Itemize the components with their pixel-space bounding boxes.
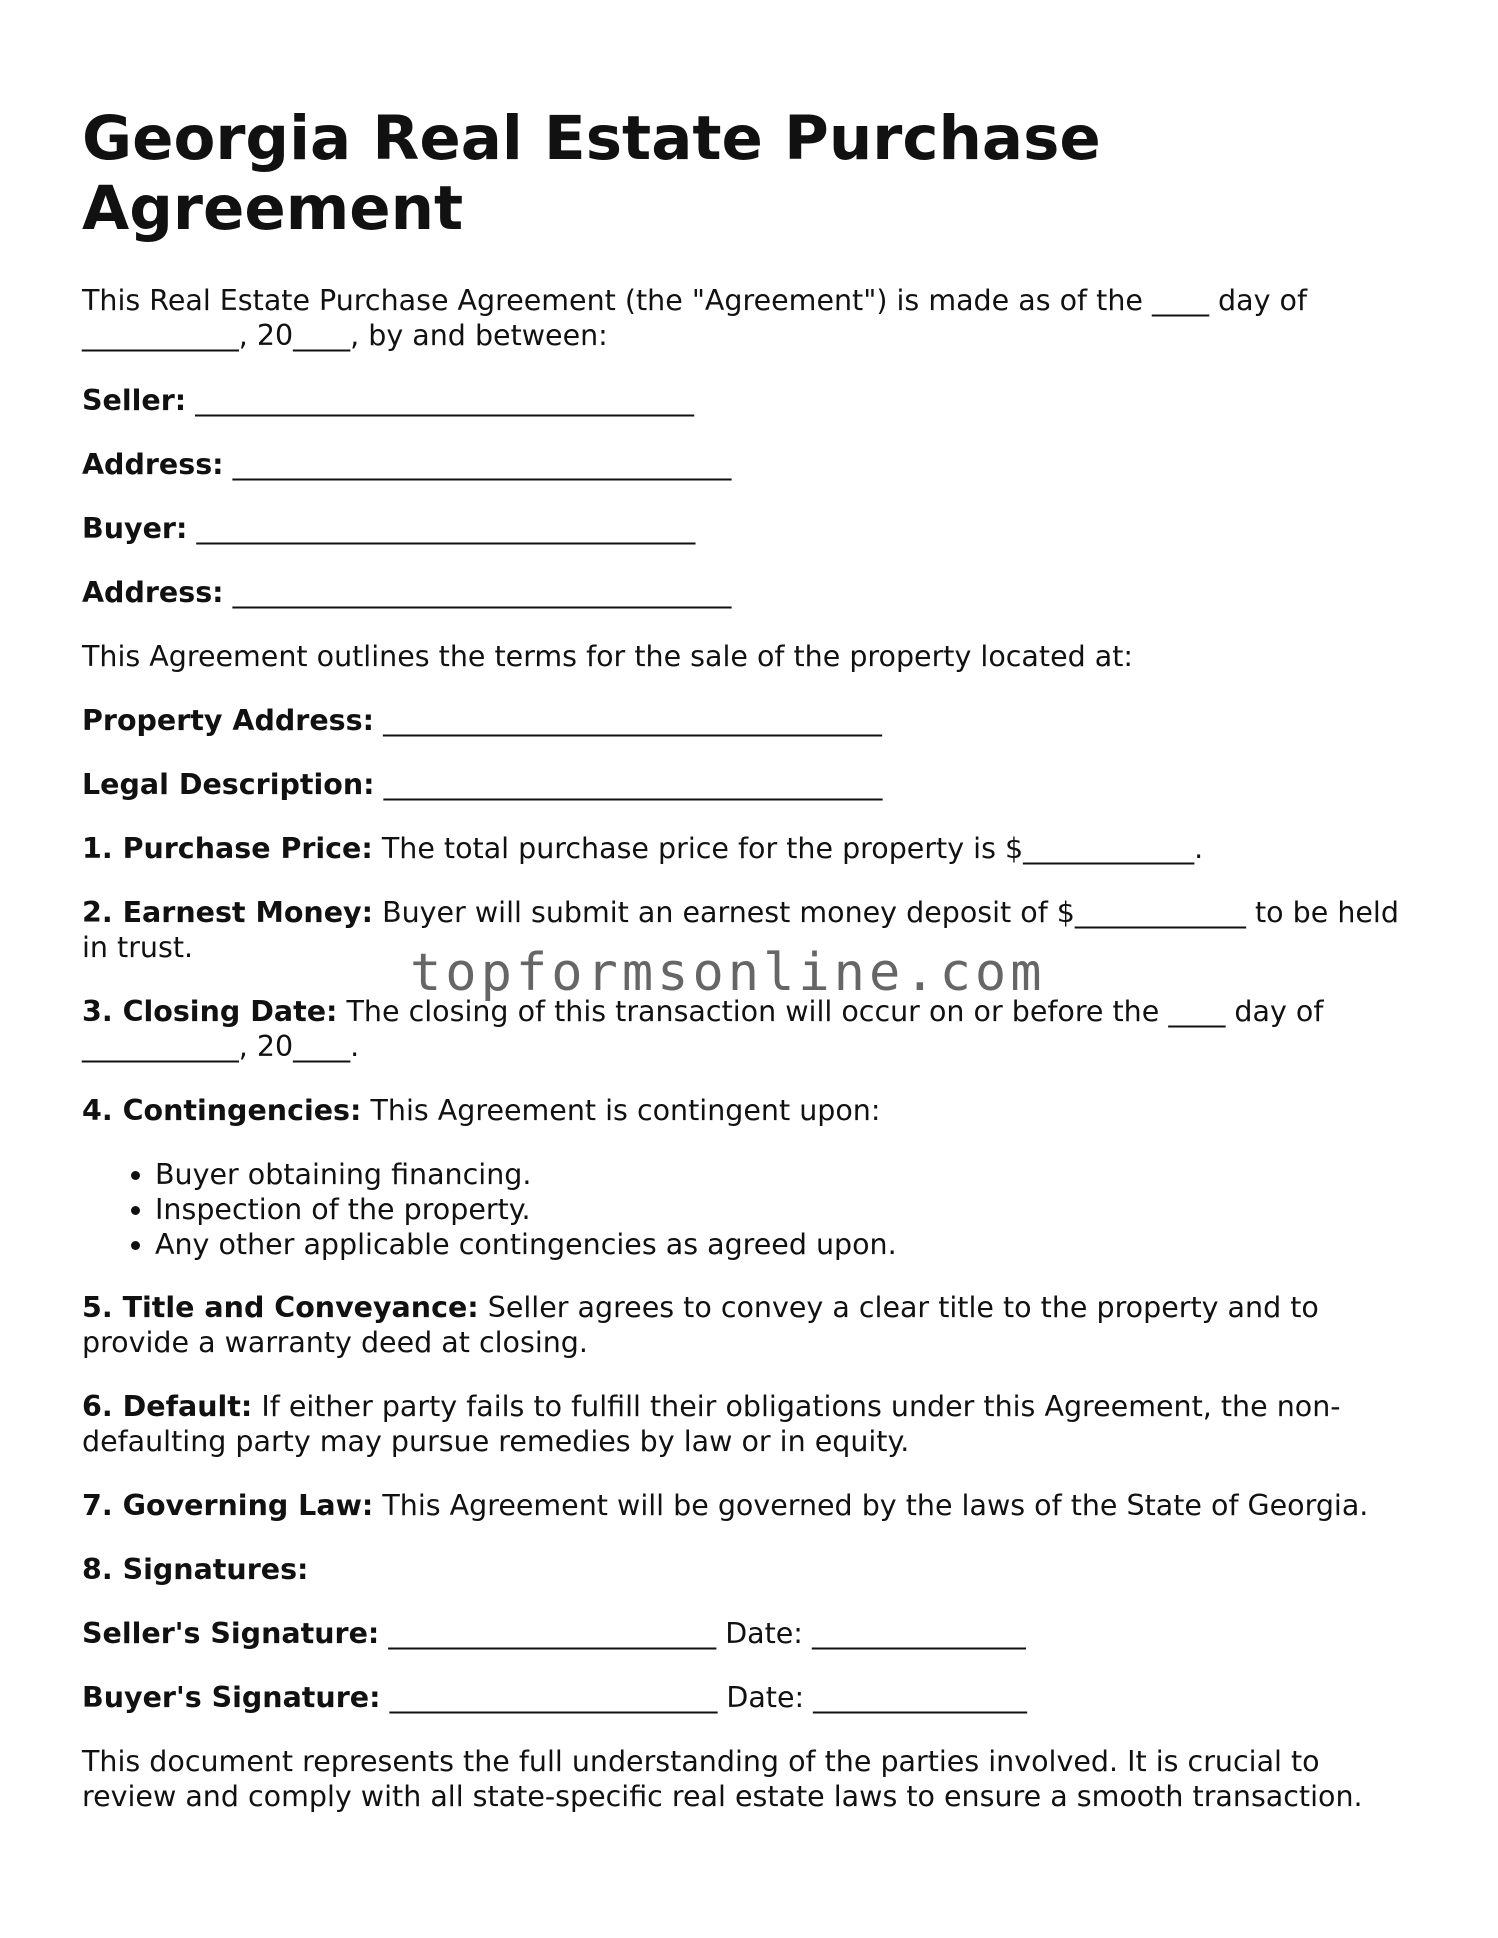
list-item: • Inspection of the property.	[155, 1192, 897, 1227]
section-label: 4. Contingencies:	[82, 1094, 362, 1127]
seller-field	[82, 383, 694, 418]
section-signatures	[82, 1552, 308, 1587]
list-item: • Any other applicable contingencies as agreed upon.	[155, 1227, 897, 1262]
buyer-address-label: Address:	[82, 576, 224, 609]
seller-address-label: Address:	[82, 448, 224, 481]
seller-label: Seller:	[82, 384, 187, 417]
section-governing-law	[82, 1488, 1368, 1523]
legal-description-label: Legal Description:	[82, 768, 375, 801]
section-text: This Agreement will be governed by the laws of the State of Georgia.	[382, 1489, 1369, 1522]
section-label: 7. Governing Law:	[82, 1489, 374, 1522]
section-text: This Agreement is contingent upon:	[370, 1094, 881, 1127]
legal-description-blank: ___________________________________	[383, 768, 883, 801]
seller-date-blank: _______________	[811, 1617, 1026, 1650]
section-label: 5. Title and Conveyance:	[82, 1291, 479, 1324]
buyer-address-blank: ___________________________________	[232, 576, 732, 609]
list-item: • Buyer obtaining financing.	[155, 1157, 897, 1192]
section-label: 6. Default:	[82, 1390, 253, 1423]
property-address-blank: ___________________________________	[383, 704, 882, 737]
seller-address-field	[82, 447, 731, 482]
section-text: The closing of this transaction will occur on or before the ____ day of ___________, 20____.	[82, 995, 1324, 1063]
section-text: If either party fails to fulfill their obligations under this Agreement, the non-defaulting party may pursue remedies by law or in equity.	[82, 1390, 1341, 1458]
document-title: Georgia Real Estate Purchase Agreement	[82, 103, 1101, 244]
seller-signature-label: Seller's Signature:	[82, 1617, 380, 1650]
property-intro: This Agreement outlines the terms for the sale of the property located at:	[82, 640, 1133, 673]
buyer-address-field	[82, 575, 731, 610]
closing-paragraph: This document represents the full understanding of the parties involved. It is crucial to review and comply with all state-specific real estate laws to ensure a smooth transaction.	[82, 1745, 1363, 1813]
buyer-blank: ___________________________________	[196, 512, 696, 545]
seller-signature-row	[82, 1616, 1026, 1651]
section-label: 3. Closing Date:	[82, 995, 338, 1028]
buyer-signature-blank: _______________________	[389, 1681, 718, 1714]
contingency-list	[82, 1157, 897, 1262]
buyer-signature-row	[82, 1680, 1027, 1715]
seller-signature-blank: _______________________	[388, 1617, 717, 1650]
section-text: The total purchase price for the property is $____________.	[381, 832, 1204, 865]
section-purchase-price	[82, 831, 1203, 866]
section-contingencies	[82, 1093, 880, 1128]
buyer-date-label: Date:	[726, 1681, 805, 1714]
seller-blank: ___________________________________	[195, 384, 694, 417]
section-title-conveyance	[82, 1290, 1422, 1360]
watermark: topformsonline.com	[410, 943, 1046, 1003]
seller-address-blank: ___________________________________	[232, 448, 732, 481]
buyer-date-blank: _______________	[813, 1681, 1027, 1714]
section-label: 8. Signatures:	[82, 1553, 309, 1586]
seller-date-label: Date:	[725, 1617, 803, 1650]
intro-paragraph: This Real Estate Purchase Agreement (the "Agreement") is made as of the ____ day of ___________, 20____, by and between:	[82, 284, 1307, 352]
section-text: Buyer will submit an earnest money deposit of $____________ to be held in trust.	[82, 896, 1399, 964]
section-label: 2. Earnest Money:	[82, 896, 373, 929]
buyer-label: Buyer:	[82, 512, 188, 545]
property-address-field	[82, 703, 882, 738]
section-label: 1. Purchase Price:	[82, 832, 373, 865]
buyer-field	[82, 511, 695, 546]
section-default	[82, 1389, 1422, 1459]
section-closing-date	[82, 994, 1422, 1064]
property-address-label: Property Address:	[82, 704, 374, 737]
section-text: Seller agrees to convey a clear title to the property and to provide a warranty deed at closing.	[82, 1291, 1319, 1359]
buyer-signature-label: Buyer's Signature:	[82, 1681, 381, 1714]
legal-description-field	[82, 767, 882, 802]
